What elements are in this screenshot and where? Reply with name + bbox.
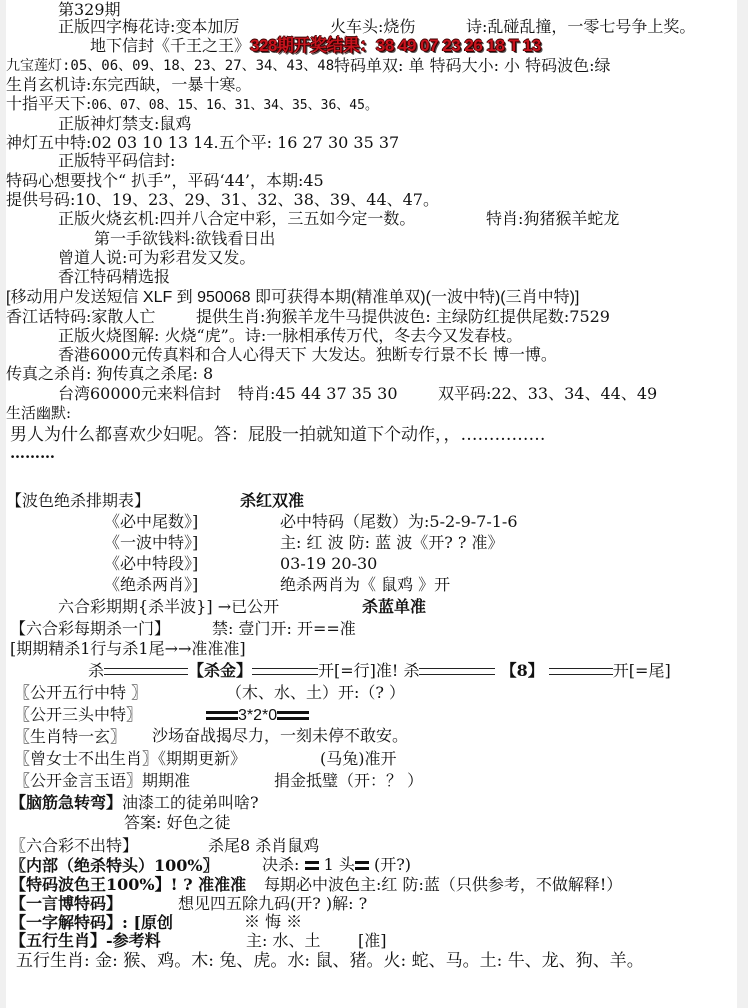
taiwan-shuangping: 双平码:22、33、34、44、49 <box>438 384 658 403</box>
neibu-label: 〖内部（绝杀特头）100%〗 <box>10 856 219 875</box>
kill-eight: 【8】 <box>500 661 544 680</box>
texiao: 特肖:狗猪猴羊蛇龙 <box>486 209 620 228</box>
neibu-kill: 决杀: <box>262 855 300 874</box>
bose-row-value: 绝杀两肖为《 鼠鸡 》开 <box>280 575 451 594</box>
bose-row-label: 《必中尾数》] <box>104 512 199 531</box>
jingsha: [期期精杀1行与杀1尾→→准准准] <box>10 639 246 658</box>
plum-poem-label: 正版四字梅花诗: <box>58 17 176 36</box>
wuxing-full: 五行生肖: 金: 猴、鸡。木: 兔、虎。水: 鼠、猪。火: 蛇、马。土: 牛、龙、狗、羊。 <box>16 951 644 971</box>
halfwave-label: 六合彩期期{杀半波}] →已公开 <box>58 597 280 616</box>
train-head-label: 火车头: <box>330 17 384 36</box>
scrollbar-track[interactable] <box>737 0 748 1008</box>
shizhi-label: 十指平天下: <box>6 94 92 113</box>
poem-value: 乱碰乱撞，一零七号争上奖。 <box>487 17 696 36</box>
neibu-open: (开?) <box>373 855 412 874</box>
shizhi-numbers: 06、07、08、15、16、31、34、35、36、45。 <box>91 98 378 113</box>
kill-b: 杀 <box>403 661 420 680</box>
provided-info: 提供生肖:狗猴羊龙牛马提供波色: 主绿防红提供尾数:7529 <box>196 307 610 326</box>
santou-number: 3*2*0 <box>238 707 278 724</box>
neibu-value <box>262 857 411 873</box>
zeng-label: 〖曾女士不出生肖〗《期期更新》 <box>14 749 247 768</box>
zengdao-says: 曾道人说:可为彩君发又发。 <box>58 248 256 267</box>
yizi-value: ※ 悔 ※ <box>244 912 303 931</box>
kill-gold: 【杀金】 <box>188 661 253 680</box>
shizhi-line <box>6 96 378 112</box>
bar-icon <box>277 711 309 720</box>
huoshao-xuanji: 正版火烧玄机:四并八合定中彩，三五如今定一数。 <box>58 209 416 228</box>
double-rule <box>252 668 318 675</box>
bose-row-value: 主: 红 波 防: 蓝 波《开? ? 准》 <box>280 533 504 552</box>
wuxing-value: （木、水、土）开:（? ） <box>226 683 406 702</box>
bose-row-label: 《绝杀两肖》] <box>104 575 199 594</box>
envelope-title: 地下信封《千王之王》 <box>90 36 251 55</box>
double-rule <box>549 668 613 675</box>
issue-number: 第329期 <box>58 0 121 19</box>
shendeng-five: 神灯五中特:02 03 10 13 14.五个平: 16 27 30 35 37 <box>6 133 400 152</box>
naojin-question: 油漆工的徒弟叫啥? <box>122 793 259 812</box>
meiqi-label: 【六合彩每期杀一门】 <box>10 619 171 638</box>
buchu-value: 杀尾8 杀肖鼠鸡 <box>208 836 320 855</box>
open-tail: 开[=尾] <box>612 661 671 680</box>
bar-icon <box>305 861 319 870</box>
wuxing-sx-label: 【五行生肖】-参考料 <box>10 931 161 950</box>
jinyan-value: 捐金抵璧（开：？ ） <box>274 771 424 790</box>
plum-poem <box>58 19 239 35</box>
double-rule <box>104 668 188 675</box>
wuxing-label: 〖公开五行中特 〗 <box>14 683 148 702</box>
bosewang-value: 每期必中波色主:红 防:蓝（只供参考，不做解释!） <box>264 875 623 894</box>
plum-poem-value: 变本加厉 <box>175 17 240 36</box>
meiqi-value: 禁: 壹门开: 开==准 <box>212 619 356 638</box>
header-poem <box>466 19 695 35</box>
xiangjiang-selected: 香江特码精选报 <box>58 267 171 286</box>
bose-row-label: 《必中特段》] <box>104 554 199 573</box>
yizi-label: 【一字解特码】: [原创 <box>10 913 174 932</box>
halfwave-value: 杀蓝单准 <box>362 597 427 616</box>
kill-line <box>88 663 671 679</box>
sms-promo: [移动用户发送短信 XLF 到 950068 即可获得本期(精准单双)(一波中特)(三肖中特)] <box>6 289 580 306</box>
wuxing-sx-value: 主: 水、土 <box>246 931 321 950</box>
provided-numbers: 提供号码:10、19、23、29、31、32、38、39、44、47。 <box>6 190 439 209</box>
chuanzhen-kill: 传真之杀肖: 狗传真之杀尾: 8 <box>6 364 214 383</box>
diyishou: 第一手欲钱料:欲钱看日出 <box>94 229 276 248</box>
yixuan-label: 〖生肖特一玄〗 <box>14 727 127 746</box>
hk-6000: 香港6000元传真料和合人心得天下 大发达。独断专行景不长 博一博。 <box>58 345 557 364</box>
tema-xinxiang: 特码心想要找个“ 扒手”，平码‘44’，本期:45 <box>6 171 324 190</box>
jiubao-lantern: 九宝莲灯:05、06、09、18、23、27、34、43、48 <box>6 58 335 74</box>
zodiac-poem: 生肖玄机诗:东完西缺，一暴十寒。 <box>6 75 252 94</box>
zeng-value: (马兔)准开 <box>320 749 397 768</box>
double-rule <box>419 668 495 675</box>
yixuan-value: 沙场奋战揭尽力，一刻未停不敢安。 <box>152 726 409 745</box>
neibu-number: 1 头 <box>323 855 355 874</box>
humor-title: 生活幽默: <box>6 404 72 422</box>
tepingma-envelope: 正版特平码信封: <box>58 151 176 170</box>
santou-value <box>206 707 309 724</box>
bose-table-title: 【波色绝杀排期表】 <box>6 491 151 510</box>
taiwan-texiao: 特肖:45 44 37 35 30 <box>238 384 398 403</box>
bose-row-value: 必中特码（尾数）为:5-2-9-7-1-6 <box>280 512 518 531</box>
buchu-label: 〖六合彩不出特】 <box>10 836 139 855</box>
tema-attributes: 特码单双: 单 特码大小: 小 特码波色:绿 <box>334 56 611 75</box>
train-head <box>330 19 415 35</box>
naojin-title: 【脑筋急转弯】 <box>10 793 123 812</box>
kill-a: 杀 <box>88 661 105 680</box>
humor-text: 男人为什么都喜欢少妇呢。答：屁股一拍就知道下个动作，，…………… <box>10 425 546 445</box>
naojin-answer: 答案: 好色之徒 <box>124 813 231 832</box>
bar-icon <box>206 711 238 720</box>
bose-row-value: 03-19 20-30 <box>280 554 378 573</box>
santou-label: 〖公开三头中特〗 <box>14 705 143 724</box>
humor-dots: ……… <box>10 444 55 462</box>
huoshao-tujie: 正版火烧图解: 火烧“虎”。诗:一脉相承传万代，冬去今又发春枝。 <box>58 326 523 345</box>
naojin-label <box>10 795 259 811</box>
bose-row-label: 《一波中特》] <box>104 533 199 552</box>
shendeng-forbidden: 正版神灯禁支:鼠鸡 <box>58 114 192 133</box>
jinyan-label: 〖公开金言玉语〗期期准 <box>14 771 191 790</box>
wuxing-sx-tag: [准] <box>358 931 387 950</box>
bosewang-label: 【特码波色王100%】! ? 准准准 <box>10 875 247 894</box>
xiangjiang-hua: 香江话特码:家散人亡 <box>6 307 156 326</box>
open-row: 开[=行]准! <box>318 661 399 680</box>
taiwan-label: 台湾60000元来料信封 <box>58 384 221 403</box>
yiyan-label: 【一言博特码】 <box>10 894 123 913</box>
bar-icon <box>355 861 369 870</box>
bose-headline: 杀红双准 <box>240 491 305 510</box>
poem-label: 诗: <box>466 17 488 36</box>
yiyan-value: 想见四五除九码(开? )解: ? <box>178 894 368 913</box>
draw-result-banner: 328期开奖结果：38 49 07 23 26 18 T 13 <box>250 36 541 55</box>
document-page <box>6 0 737 1008</box>
train-head-value: 烧伤 <box>383 17 416 36</box>
